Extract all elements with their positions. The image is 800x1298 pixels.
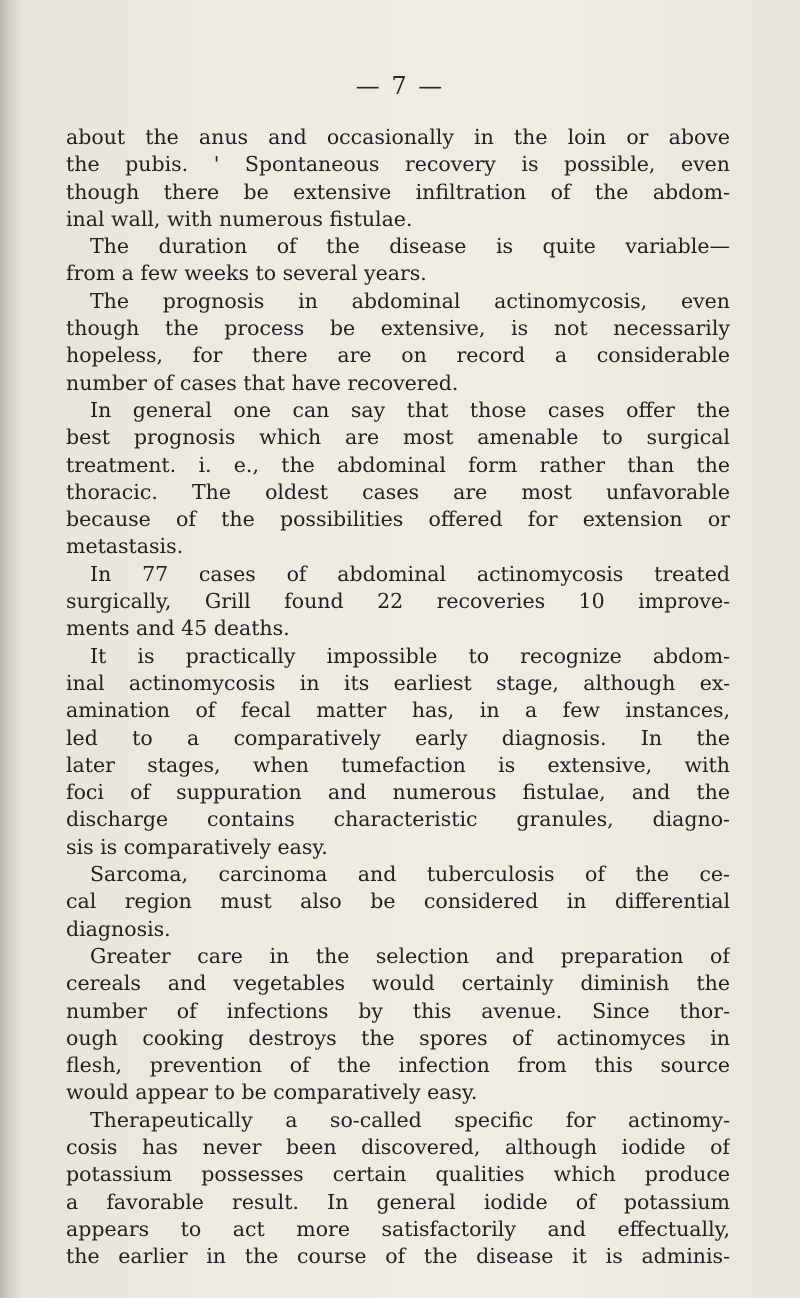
text-line: It is practically impossible to recognize abdom- [90,643,730,668]
body-text [66,124,730,1270]
text-line: inal actinomycosis in its earliest stage, although ex- [66,670,730,695]
page-number: — 7 — [355,72,445,100]
text-line: ments and 45 deaths. [66,616,290,641]
text-line: the pubis. ' Spontaneous recovery is possible, even [66,152,730,177]
text-line: best prognosis which are most amenable to surgical [66,425,730,450]
text-line: surgically, Grill found 22 recoveries 10 improve- [66,589,730,614]
text-line: discharge contains characteristic granules, diagno- [66,807,730,832]
text-line: Sarcoma, carcinoma and tuberculosis of the ce- [90,862,730,887]
text-line: though the process be extensive, is not necessarily [66,316,730,341]
text-line: sis is comparatively easy. [66,834,328,859]
text-line: In general one can say that those cases offer the [90,397,730,422]
text-line: cereals and vegetables would certainly diminish the [66,971,730,996]
text-line: because of the possibilities offered for extension or [66,507,730,532]
text-line: foci of suppuration and numerous fistulae, and the [66,780,730,805]
text-line: the earlier in the course of the disease it is adminis- [66,1244,730,1269]
text-line: number of cases that have recovered. [66,370,459,395]
binding-shadow [0,0,22,1298]
text-line: The prognosis in abdominal actinomycosis, even [90,288,730,313]
text-line: ough cooking destroys the spores of actinomyces in [66,1025,730,1050]
text-line: flesh, prevention of the infection from this source [66,1053,730,1078]
text-line: Greater care in the selection and preparation of [90,943,730,968]
text-line: hopeless, for there are on record a considerable [66,343,730,368]
text-line: inal wall, with numerous fistulae. [66,206,413,231]
text-line: The duration of the disease is quite variable— [90,234,730,259]
text-line: a favorable result. In general iodide of potassium [66,1189,730,1214]
text-line: appears to act more satisfactorily and effectually, [66,1216,730,1241]
text-line: later stages, when tumefaction is extensive, with [66,752,730,777]
text-line: about the anus and occasionally in the loin or above [66,125,730,149]
text-line: cosis has never been discovered, although iodide of [66,1134,730,1159]
text-line: diagnosis. [66,916,171,941]
text-line: treatment. i. e., the abdominal form rather than the [66,452,730,477]
text-line: cal region must also be considered in differential [66,889,730,914]
text-line: In 77 cases of abdominal actinomycosis treated [90,561,730,586]
text-line: from a few weeks to several years. [66,261,427,286]
text-line: led to a comparatively early diagnosis. In the [66,725,730,750]
text-line: would appear to be comparatively easy. [66,1080,478,1105]
text-line: thoracic. The oldest cases are most unfavorable [66,479,730,504]
text-line: metastasis. [66,534,184,559]
text-line: Therapeutically a so-called specific for actinomy- [90,1107,730,1132]
text-line: number of infections by this avenue. Since thor- [66,998,730,1023]
text-line: though there be extensive infiltration of the abdom- [66,179,730,204]
text-line: amination of fecal matter has, in a few instances, [66,698,730,723]
text-line: potassium possesses certain qualities which produce [66,1162,730,1187]
